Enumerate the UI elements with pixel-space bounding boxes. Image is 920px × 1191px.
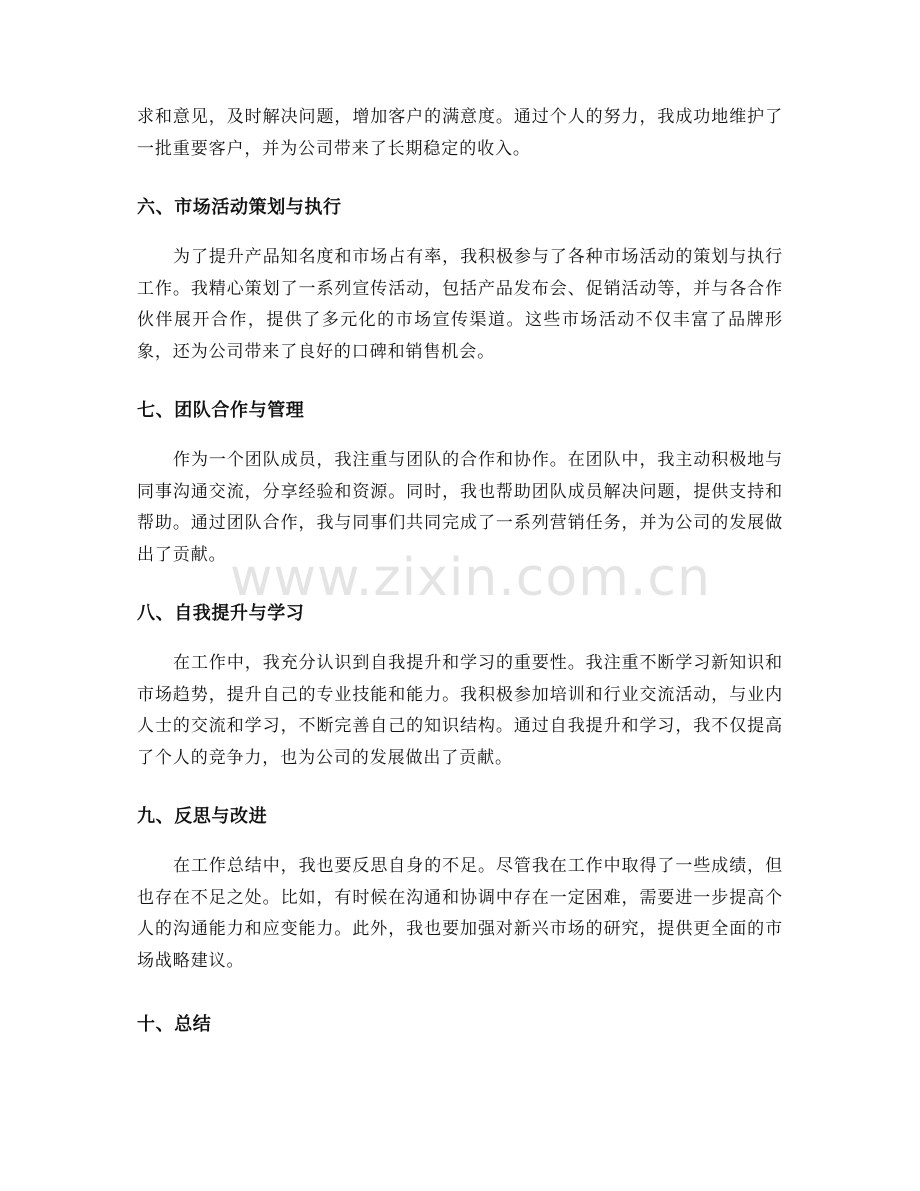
document-page [137, 102, 783, 1039]
section-body-8: 在工作中，我充分认识到自我提升和学习的重要性。我注重不断学习新知识和市场趋势，提升自己的专业技能和能力。我积极参加培训和行业交流活动，与业内人士的交流和学习，不断完善自己的知识结构。通过自我提升和学习，我不仅提高了个人的竞争力，也为公司的发展做出了贡献。 [137, 653, 783, 768]
section-heading-9: 九、反思与改进 [137, 806, 268, 827]
section-heading-10: 十、总结 [137, 1014, 212, 1035]
section-heading-6: 六、市场活动策划与执行 [137, 197, 342, 218]
watermark-text: www.zixin.com.cn [230, 548, 711, 608]
section-body-6: 为了提升产品知名度和市场占有率，我积极参与了各种市场活动的策划与执行工作。我精心策划了一系列宣传活动，包括产品发布会、促销活动等，并与各合作伙伴展开合作，提供了多元化的市场宣传渠道。这些市场活动不仅丰富了品牌形象，还为公司带来了良好的口碑和销售机会。 [137, 247, 783, 362]
section-body-9: 在工作总结中，我也要反思自身的不足。尽管我在工作中取得了一些成绩，但也存在不足之处。比如，有时候在沟通和协调中存在一定困难，需要进一步提高个人的沟通能力和应变能力。此外，我也要加强对新兴市场的研究，提供更全面的市场战略建议。 [137, 856, 783, 971]
section-heading-8: 八、自我提升与学习 [137, 603, 305, 624]
section-heading-7: 七、团队合作与管理 [137, 400, 305, 421]
intro-paragraph: 求和意见，及时解决问题，增加客户的满意度。通过个人的努力，我成功地维护了一批重要客户，并为公司带来了长期稳定的收入。 [137, 107, 783, 159]
section-body-7: 作为一个团队成员，我注重与团队的合作和协作。在团队中，我主动积极地与同事沟通交流，分享经验和资源。同时，我也帮助团队成员解决问题，提供支持和帮助。通过团队合作，我与同事们共同完成了一系列营销任务，并为公司的发展做出了贡献。 [137, 450, 783, 565]
